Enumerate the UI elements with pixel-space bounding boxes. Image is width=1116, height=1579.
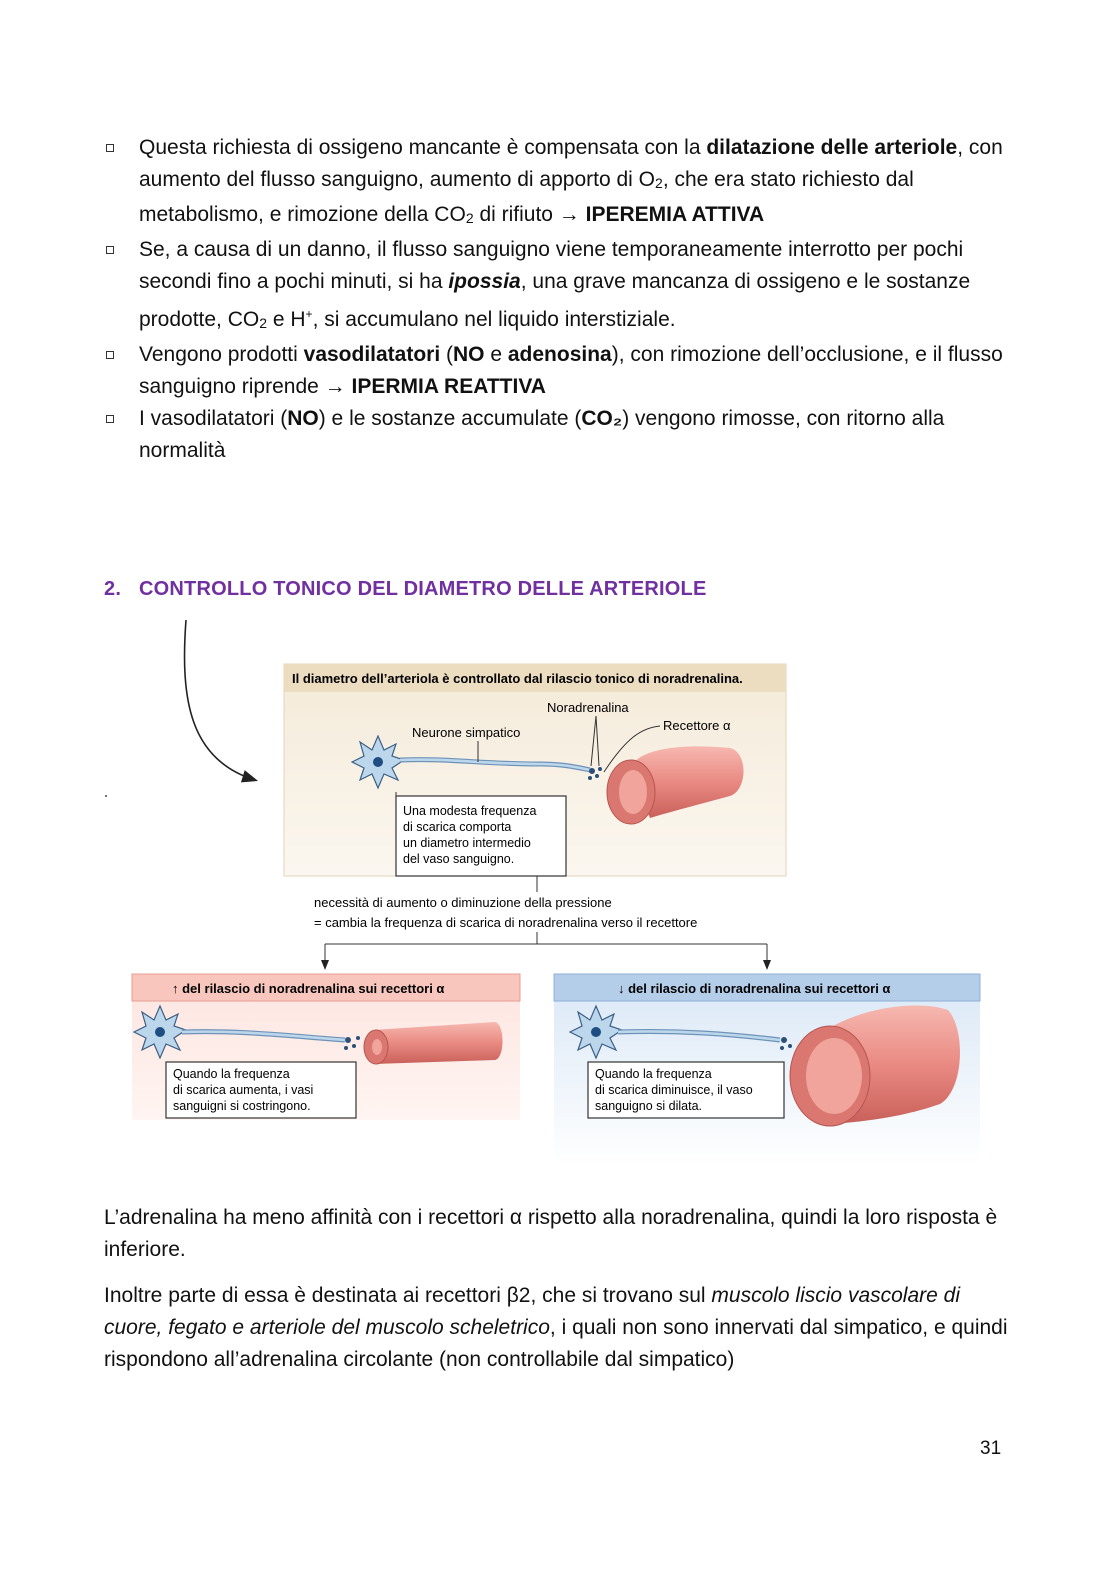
pointer-arrow <box>185 620 255 780</box>
stray-dot <box>105 795 107 797</box>
info-box-left-line: sanguigni si costringono. <box>173 1099 311 1113</box>
info-box-top-line: di scarica comporta <box>403 820 512 834</box>
page-number: 31 <box>980 1438 1002 1459</box>
left-panel-title: ↑ del rilascio di noradrenalina sui recettori α <box>172 981 445 996</box>
top-panel-title: Il diametro dell’arteriola è controllato dal rilascio tonico di noradrenalina. <box>292 671 743 686</box>
note-line-1: necessità di aumento o diminuzione della pressione <box>314 895 612 910</box>
info-box-top-line: un diametro intermedio <box>403 836 531 850</box>
bullet-list <box>104 132 1024 467</box>
section-number: 2. <box>104 578 122 600</box>
paragraph-beta2: Inoltre parte di essa è destinata ai recettori β2, che si trovano sul muscolo liscio vascolare di cuore, fegato e arteriole del muscolo scheletrico, i quali non sono innervati dal simpatico, e quindi rispondono all’adrenalina circolante (non controllabile dal simpatico) <box>104 1284 1008 1371</box>
section-heading <box>104 578 707 601</box>
bullet-item: Vengono prodotti vasodilatatori (NO e adenosina), con rimozione dell’occlusione, e il flusso sanguigno riprende → IPERMIA REATTIVA <box>104 339 1024 403</box>
label-noradrenalina: Noradrenalina <box>547 700 629 715</box>
paragraph-adrenalina: L’adrenalina ha meno affinità con i recettori α rispetto alla noradrenalina, quindi la loro risposta è inferiore. <box>104 1206 998 1261</box>
note-line-2: = cambia la frequenza di scarica di noradrenalina verso il recettore <box>314 915 698 930</box>
info-box-left-line: di scarica aumenta, i vasi <box>173 1083 314 1097</box>
section-title: CONTROLLO TONICO DEL DIAMETRO DELLE ARTERIOLE <box>139 578 707 600</box>
info-box-top-line: Una modesta frequenza <box>403 804 537 818</box>
info-box-right-line: Quando la frequenza <box>595 1067 712 1081</box>
label-recettore: Recettore α <box>663 718 731 733</box>
info-box-right-line: di scarica diminuisce, il vaso <box>595 1083 753 1097</box>
bullet-item: Questa richiesta di ossigeno mancante è compensata con la dilatazione delle arteriole, con aumento del flusso sanguigno, aumento di apporto di $O_2$, che era stato richiesto dal metabolismo, e rimozione della $CO_2$ di rifiuto → IPEREMIA ATTIVA <box>104 132 1024 234</box>
bullet-item: Se, a causa di un danno, il flusso sanguigno viene temporaneamente interrotto per pochi secondi fino a pochi minuti, si ha ipossia, una grave mancanza di ossigeno e le sostanze prodotte, $CO_2$ e H+, si accumulano nel liquido interstiziale. <box>104 234 1024 339</box>
info-box-left-line: Quando la frequenza <box>173 1067 290 1081</box>
info-box-top-line: del vaso sanguigno. <box>403 852 515 866</box>
arteriole-diagram <box>0 600 1116 1180</box>
right-panel-title: ↓ del rilascio di noradrenalina sui recettori α <box>618 981 891 996</box>
bullet-item: I vasodilatatori (NO) e le sostanze accumulate (CO₂) vengono rimosse, con ritorno alla normalità <box>104 403 1024 467</box>
label-neurone: Neurone simpatico <box>412 725 521 740</box>
info-box-right-line: sanguigno si dilata. <box>595 1099 703 1113</box>
